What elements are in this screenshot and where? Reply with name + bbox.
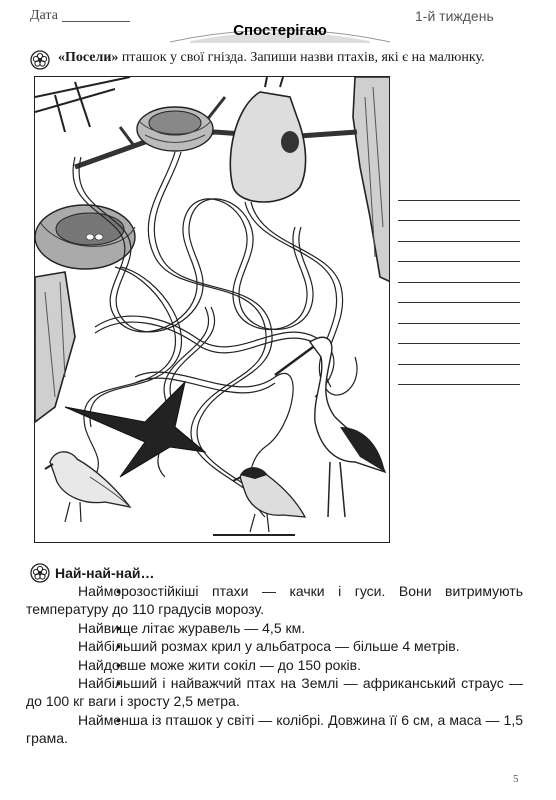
upper-nest-drawing: [137, 107, 213, 151]
page-title-text: Спостерігаю: [233, 22, 327, 39]
answer-line[interactable]: [398, 221, 520, 242]
answer-line[interactable]: [398, 201, 520, 222]
date-field-line[interactable]: [62, 21, 130, 22]
answer-line[interactable]: [398, 180, 520, 201]
date-label: Дата: [30, 8, 58, 23]
fence-drawing: [35, 77, 130, 132]
list-item: • Найбільший і найважчий птах на Землі — африканський страус — до 100 кг ваги і зросту 2,5 метра.: [26, 674, 523, 710]
list-item: • Найморозостійкіші птахи — качки і гуси. Вони витримують температуру до 110 градусів морозу.: [26, 582, 523, 618]
list-item: • Найменша із пташок у світі — колібрі. Довжина її 6 см, а маса — 1,5 грама.: [26, 711, 523, 747]
maze-illustration: [34, 76, 390, 543]
task-instruction-text: пташок у свої гнізда. Запиши назви птахів, які є на малюнку.: [118, 50, 485, 65]
answer-line[interactable]: [398, 242, 520, 263]
answer-line[interactable]: [398, 324, 520, 345]
answer-line[interactable]: [398, 262, 520, 283]
page-title: [170, 20, 390, 42]
flower-icon: [30, 50, 50, 70]
task-instruction-quote: «Посели»: [58, 50, 119, 65]
page-number: 5: [513, 773, 519, 785]
list-item: • Найбільший розмах крил у альбатроса — більше 4 метрів.: [26, 637, 523, 655]
hanging-nest-drawing: [230, 77, 305, 202]
week-label: 1-й тиждень: [415, 8, 494, 24]
list-item: • Найвище літає журавель — 4,5 км.: [26, 619, 523, 637]
maze-paths-drawing: [73, 152, 357, 517]
stork-drawing: [275, 337, 385, 517]
answer-lines: [398, 180, 520, 385]
task-instruction: [58, 49, 485, 67]
list-item: • Найдовше може жити сокіл — до 150 років.: [26, 656, 523, 674]
sparrow-drawing: [45, 452, 130, 522]
answer-line[interactable]: [398, 283, 520, 304]
answer-line[interactable]: [398, 365, 520, 386]
birds-maze-drawing: [35, 77, 390, 543]
facts-list: [26, 582, 523, 747]
answer-line[interactable]: [398, 344, 520, 365]
flower-icon: [30, 563, 50, 583]
titmouse-drawing: [213, 468, 305, 536]
tree-left-drawing: [35, 205, 135, 422]
answer-line[interactable]: [398, 303, 520, 324]
facts-section-title: Най-най-най…: [55, 565, 155, 581]
